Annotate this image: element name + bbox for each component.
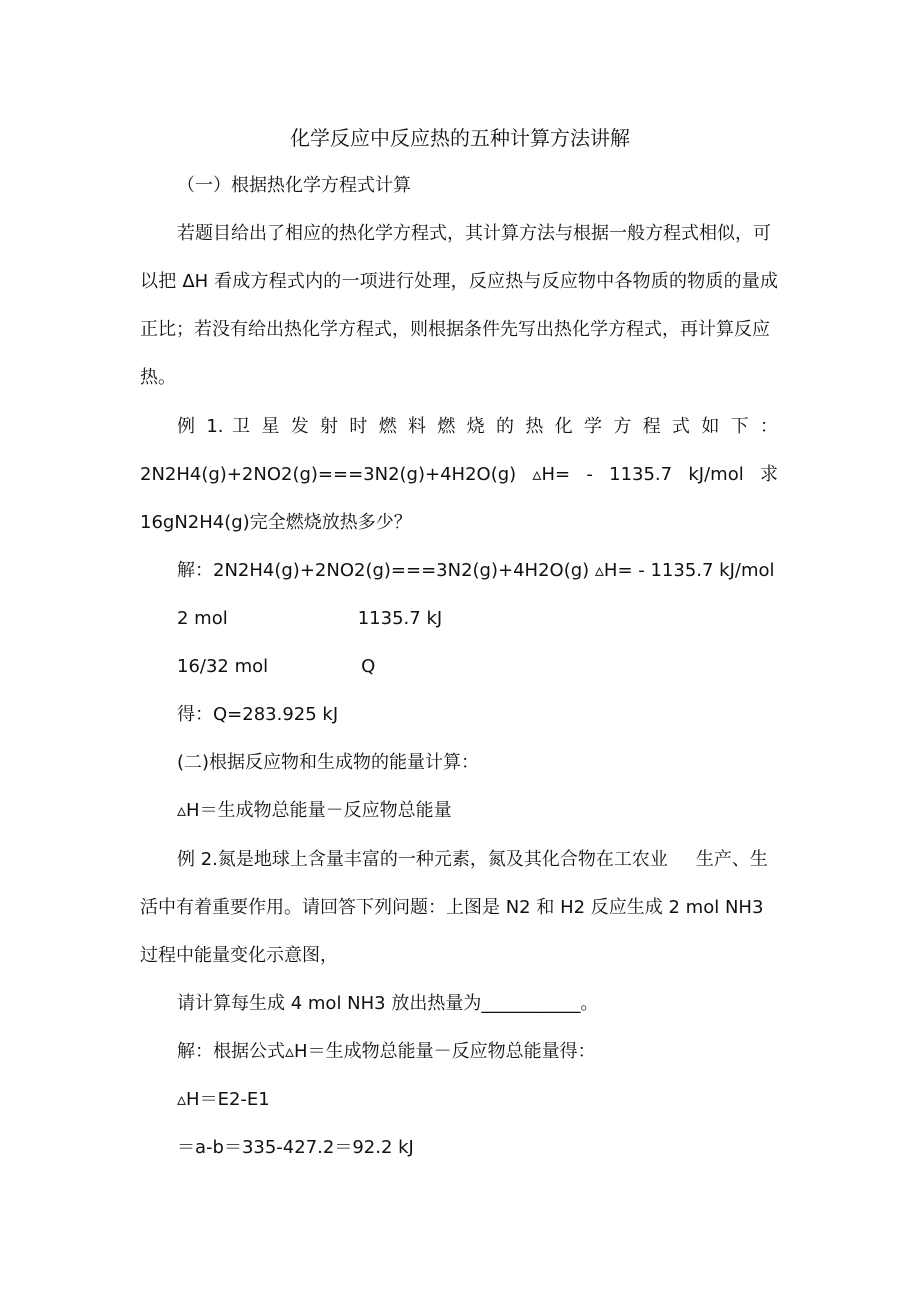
section-2-heading: (二)根据反应物和生成物的能量计算： <box>177 752 480 773</box>
solution-2-line-3: ＝a-b＝335-427.2＝92.2 kJ <box>177 1137 414 1158</box>
example-2-line-1-part-a: 例 2.氮是地球上含量丰富的一种元素，氮及其化合物在工农业 <box>177 849 668 870</box>
example-2-line-1-part-b: 生产、生 <box>695 849 768 870</box>
solution-2-line-2: ▵H＝E2-E1 <box>177 1089 270 1110</box>
example-2-line-3: 过程中能量变化示意图， <box>140 945 338 966</box>
solution-1-row-1-moles: 2 mol <box>177 608 228 629</box>
example-1-line-1: 例 1. 卫 星 发 射 时 燃 料 燃 烧 的 热 化 学 方 程 式 如 下 ： <box>177 416 778 437</box>
energy-formula: ▵H＝生成物总能量－反应物总能量 <box>177 800 452 821</box>
solution-1-row-2 <box>177 655 375 679</box>
example-1-line-3: 16gN2H4(g)完全燃烧放热多少？ <box>140 512 412 533</box>
example-2-line-1 <box>177 848 768 872</box>
paragraph-1-line-2: 以把 ΔH 看成方程式内的一项进行处理，反应热与反应物中各物质的物质的量成 <box>140 271 778 292</box>
paragraph-1-line-4: 热。 <box>140 367 176 388</box>
solution-1-equation: 解：2N2H4(g)+2NO2(g)===3N2(g)+4H2O(g) ▵H= - 1135.7 kJ/mol <box>177 560 775 581</box>
paragraph-1-line-3: 正比；若没有给出热化学方程式，则根据条件先写出热化学方程式，再计算反应 <box>140 319 770 340</box>
solution-1-row-1 <box>177 607 442 631</box>
solution-1-row-1-heat: 1135.7 kJ <box>357 608 443 629</box>
solution-1-result: 得：Q=283.925 kJ <box>177 704 339 725</box>
example-2-question: 请计算每生成 4 mol NH3 放出热量为___________。 <box>177 993 599 1014</box>
example-2-line-2: 活中有着重要作用。请回答下列问题：上图是 N2 和 H2 反应生成 2 mol NH3 <box>140 897 764 918</box>
paragraph-1-line-1: 若题目给出了相应的热化学方程式，其计算方法与根据一般方程式相似，可 <box>177 223 771 244</box>
section-1-heading: （一）根据热化学方程式计算 <box>177 175 411 196</box>
example-1-line-2: 2N2H4(g)+2NO2(g)===3N2(g)+4H2O(g) ▵H= - 1135.7 kJ/mol 求 <box>140 464 778 485</box>
solution-2-line-1: 解：根据公式▵H＝生成物总能量－反应物总能量得： <box>177 1041 596 1062</box>
solution-1-row-2-moles: 16/32 mol <box>177 656 269 677</box>
document-title: 化学反应中反应热的五种计算方法讲解 <box>290 126 630 150</box>
solution-1-row-2-heat: Q <box>361 656 376 677</box>
